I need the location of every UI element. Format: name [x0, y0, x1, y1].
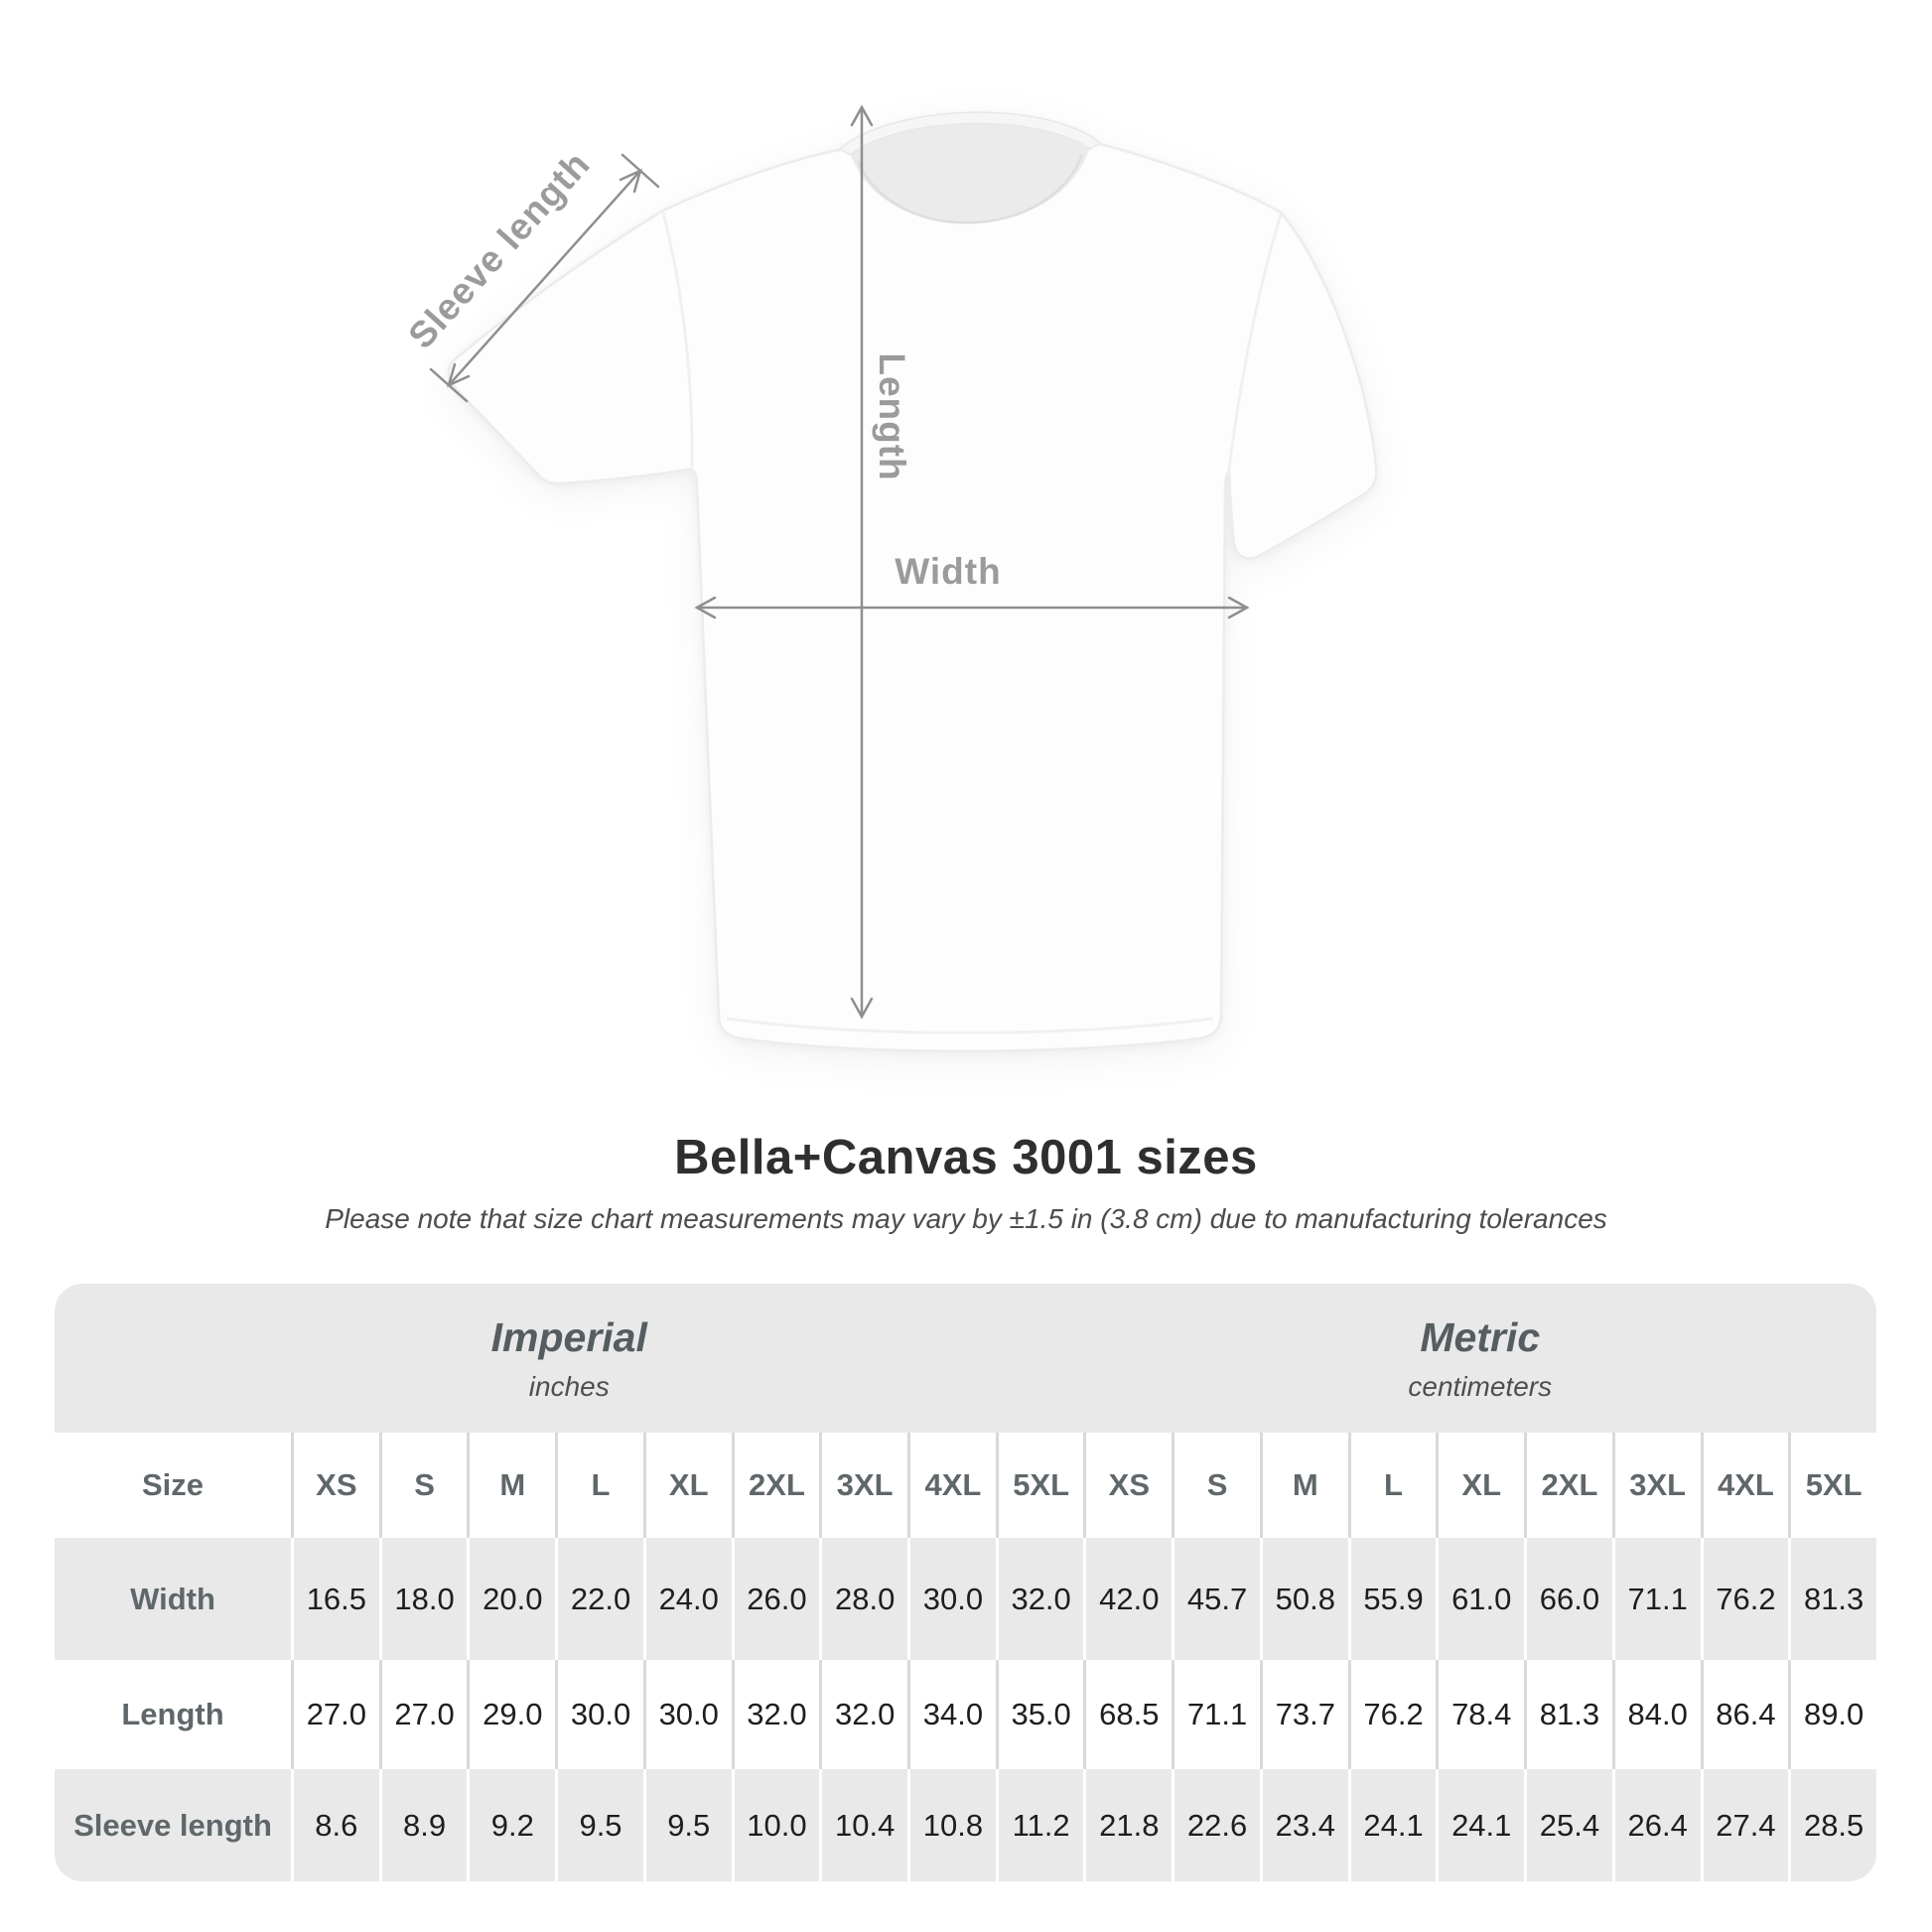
unit-header-metric [1084, 1284, 1877, 1433]
size-value-cell: 21.8 [1083, 1769, 1172, 1881]
size-value-cell: 29.0 [467, 1660, 555, 1769]
size-value-cell: 66.0 [1524, 1538, 1612, 1660]
size-column-header: L [1348, 1433, 1437, 1538]
size-value-cell: 84.0 [1612, 1660, 1701, 1769]
size-value-cell: 8.9 [379, 1769, 468, 1881]
size-value-cell: 27.0 [291, 1660, 379, 1769]
size-value-cell: 9.5 [643, 1769, 732, 1881]
unit-header-row [55, 1284, 1876, 1433]
size-value-cell: 22.6 [1172, 1769, 1260, 1881]
size-value-cell: 76.2 [1701, 1538, 1789, 1660]
size-value-cell: 81.3 [1788, 1538, 1876, 1660]
size-value-cell: 50.8 [1260, 1538, 1348, 1660]
size-column-header: 3XL [819, 1433, 907, 1538]
size-value-cell: 24.1 [1436, 1769, 1524, 1881]
size-chart-subtitle: Please note that size chart measurements may vary by ±1.5 in (3.8 cm) due to manufacturing tolerances [325, 1203, 1607, 1234]
size-value-cell: 86.4 [1701, 1660, 1789, 1769]
row-label: Length [121, 1697, 224, 1731]
unit-header-imperial [55, 1284, 1084, 1433]
size-value-cell: 24.1 [1348, 1769, 1437, 1881]
size-column-header: 5XL [1788, 1433, 1876, 1538]
width-label: Width [895, 551, 1002, 592]
size-value-cell: 34.0 [907, 1660, 996, 1769]
size-column-header: M [1260, 1433, 1348, 1538]
size-value-cell: 32.0 [819, 1660, 907, 1769]
size-value-cell: 9.5 [555, 1769, 643, 1881]
size-column-header: XS [291, 1433, 379, 1538]
size-value-cell: 18.0 [379, 1538, 468, 1660]
size-value-cell: 23.4 [1260, 1769, 1348, 1881]
imperial-title: Imperial [490, 1313, 647, 1360]
size-value-cell: 9.2 [467, 1769, 555, 1881]
size-value-cell: 68.5 [1083, 1660, 1172, 1769]
size-column-header: XL [1436, 1433, 1524, 1538]
size-column-header: 2XL [732, 1433, 820, 1538]
size-value-cell: 27.4 [1701, 1769, 1789, 1881]
size-value-cell: 35.0 [996, 1660, 1084, 1769]
length-label: Length [872, 352, 913, 482]
size-column-header: XL [643, 1433, 732, 1538]
size-value-cell: 30.0 [555, 1660, 643, 1769]
size-value-cell: 24.0 [643, 1538, 732, 1660]
size-value-cell: 73.7 [1260, 1660, 1348, 1769]
size-value-cell: 78.4 [1436, 1660, 1524, 1769]
size-column-header: 4XL [907, 1433, 996, 1538]
size-value-cell: 26.4 [1612, 1769, 1701, 1881]
size-value-cell: 76.2 [1348, 1660, 1437, 1769]
size-value-cell: 61.0 [1436, 1538, 1524, 1660]
size-value-cell: 10.8 [907, 1769, 996, 1881]
row-label: Width [130, 1581, 215, 1616]
imperial-unit: inches [528, 1370, 610, 1402]
size-column-header: S [1172, 1433, 1260, 1538]
size-value-cell: 30.0 [643, 1660, 732, 1769]
size-value-cell: 32.0 [996, 1538, 1084, 1660]
size-value-cell: 10.0 [732, 1769, 820, 1881]
size-value-cell: 11.2 [996, 1769, 1084, 1881]
size-value-cell: 42.0 [1083, 1538, 1172, 1660]
row-label: Sleeve length [73, 1807, 272, 1843]
size-value-cell: 26.0 [732, 1538, 820, 1660]
size-table [55, 1284, 1876, 1881]
size-value-cell: 32.0 [732, 1660, 820, 1769]
metric-title: Metric [1420, 1313, 1541, 1360]
size-chart-title: Bella+Canvas 3001 sizes [674, 1131, 1258, 1184]
table-row-length [55, 1660, 1876, 1769]
size-column-header: M [467, 1433, 555, 1538]
size-value-cell: 71.1 [1172, 1660, 1260, 1769]
size-value-cell: 45.7 [1172, 1538, 1260, 1660]
size-column-header: 3XL [1612, 1433, 1701, 1538]
size-value-cell: 28.0 [819, 1538, 907, 1660]
size-value-cell: 22.0 [555, 1538, 643, 1660]
size-value-cell: 28.5 [1788, 1769, 1876, 1881]
size-value-cell: 20.0 [467, 1538, 555, 1660]
size-value-cell: 30.0 [907, 1538, 996, 1660]
size-column-header: S [379, 1433, 468, 1538]
table-row-width [55, 1538, 1876, 1660]
size-header-row [55, 1433, 1876, 1538]
size-value-cell: 27.0 [379, 1660, 468, 1769]
size-value-cell: 8.6 [291, 1769, 379, 1881]
size-value-cell: 81.3 [1524, 1660, 1612, 1769]
size-column-header: 4XL [1701, 1433, 1789, 1538]
metric-unit: centimeters [1408, 1370, 1553, 1402]
sleeve-length-label: Sleeve length [400, 143, 599, 356]
size-column-header: 5XL [996, 1433, 1084, 1538]
size-value-cell: 71.1 [1612, 1538, 1701, 1660]
size-value-cell: 10.4 [819, 1769, 907, 1881]
table-row-sleeve-length [55, 1769, 1876, 1881]
size-value-cell: 89.0 [1788, 1660, 1876, 1769]
size-value-cell: 25.4 [1524, 1769, 1612, 1881]
size-value-cell: 16.5 [291, 1538, 379, 1660]
size-column-header: XS [1083, 1433, 1172, 1538]
size-row-label: Size [141, 1467, 205, 1502]
size-value-cell: 55.9 [1348, 1538, 1437, 1660]
size-column-header: 2XL [1524, 1433, 1612, 1538]
size-column-header: L [555, 1433, 643, 1538]
